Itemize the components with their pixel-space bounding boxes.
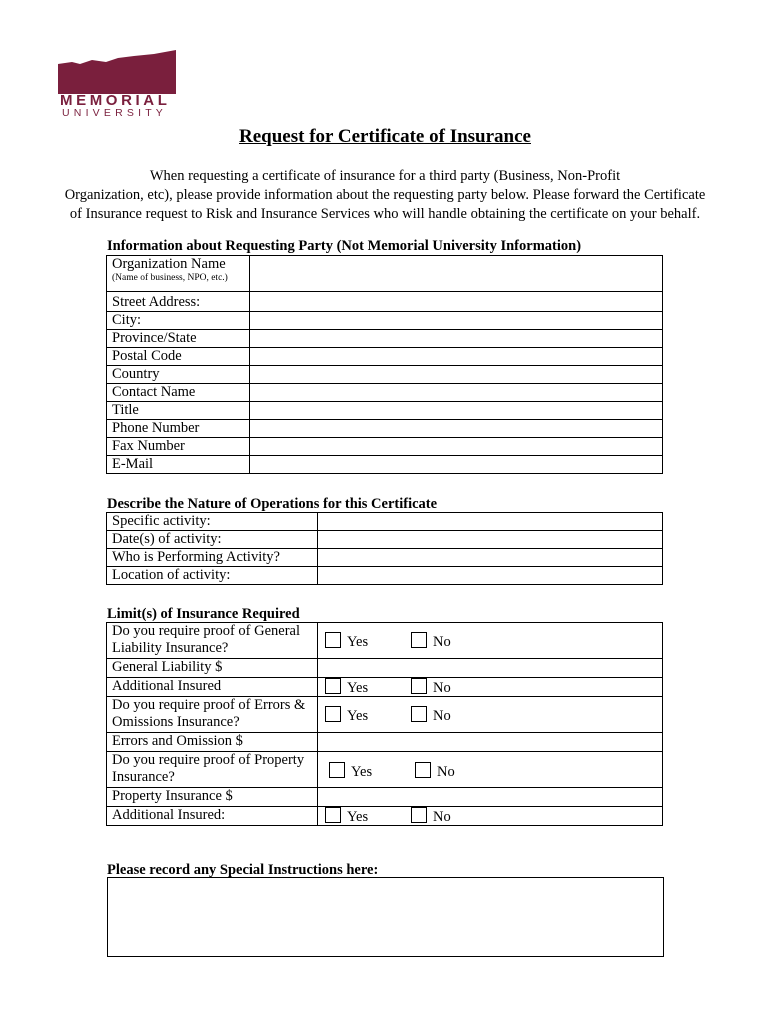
title-field[interactable]: [250, 402, 663, 420]
fax-field[interactable]: [250, 438, 663, 456]
no-label: No: [433, 634, 451, 650]
location-field[interactable]: [318, 567, 663, 585]
no-label: No: [437, 764, 455, 780]
yes-label: Yes: [347, 680, 369, 696]
checkbox-icon[interactable]: [325, 678, 341, 694]
performer-field[interactable]: [318, 549, 663, 567]
province-field[interactable]: [250, 330, 663, 348]
row-label: Phone Number: [107, 420, 250, 438]
org-label-cell: [107, 256, 250, 292]
row-label: Specific activity:: [107, 513, 318, 531]
intro-line: of Insurance request to Risk and Insurance Services who will handle obtaining the certificate on your behalf.: [69, 206, 701, 222]
country-field[interactable]: [250, 366, 663, 384]
row-label: Errors and Omission $: [107, 733, 318, 752]
no-option[interactable]: [415, 762, 455, 781]
row-label: Title: [107, 402, 250, 420]
checkbox-icon[interactable]: [329, 762, 345, 778]
section-heading-requesting-party: Information about Requesting Party (Not Memorial University Information): [107, 238, 582, 254]
checkbox-icon[interactable]: [411, 678, 427, 694]
intro-paragraph: [45, 167, 725, 224]
yes-no-cell: [318, 678, 663, 697]
row-label: City:: [107, 312, 250, 330]
email-field[interactable]: [250, 456, 663, 474]
no-label: No: [433, 708, 451, 724]
yes-option[interactable]: [325, 706, 368, 725]
specific-activity-field[interactable]: [318, 513, 663, 531]
street-address-field[interactable]: [250, 292, 663, 312]
page-title: Request for Certificate of Insurance: [239, 126, 531, 147]
row-label: Street Address:: [107, 292, 250, 312]
logo-word-university: UNIVERSITY: [62, 107, 168, 119]
yes-no-cell: [318, 752, 663, 788]
yes-option[interactable]: [325, 632, 368, 651]
property-amount-field[interactable]: [318, 788, 663, 807]
row-label: Location of activity:: [107, 567, 318, 585]
checkbox-icon[interactable]: [415, 762, 431, 778]
org-note: (Name of business, NPO, etc.): [112, 273, 228, 283]
yes-option[interactable]: [325, 807, 368, 826]
no-label: No: [433, 680, 451, 696]
postal-code-field[interactable]: [250, 348, 663, 366]
yes-no-cell: [318, 807, 663, 826]
row-label: Country: [107, 366, 250, 384]
checkbox-icon[interactable]: [411, 807, 427, 823]
section-heading-limits: Limit(s) of Insurance Required: [107, 606, 300, 622]
city-field[interactable]: [250, 312, 663, 330]
no-option[interactable]: [411, 807, 451, 826]
no-option[interactable]: [411, 632, 451, 651]
section-heading-special-instructions: Please record any Special Instructions here:: [107, 862, 379, 878]
checkbox-icon[interactable]: [411, 632, 427, 648]
row-label: Postal Code: [107, 348, 250, 366]
no-label: No: [433, 809, 451, 825]
yes-label: Yes: [351, 764, 373, 780]
contact-name-field[interactable]: [250, 384, 663, 402]
phone-field[interactable]: [250, 420, 663, 438]
memorial-logo: [58, 50, 180, 122]
yes-label: Yes: [347, 634, 369, 650]
checkbox-icon[interactable]: [325, 807, 341, 823]
requesting-party-table: [106, 255, 663, 474]
dates-field[interactable]: [318, 531, 663, 549]
row-label: Who is Performing Activity?: [107, 549, 318, 567]
special-instructions-field[interactable]: [107, 877, 664, 957]
yes-option[interactable]: [329, 762, 372, 781]
row-label: Property Insurance $: [107, 788, 318, 807]
yes-label: Yes: [347, 809, 369, 825]
checkbox-icon[interactable]: [411, 706, 427, 722]
yes-no-cell: [318, 697, 663, 733]
row-label: General Liability $: [107, 659, 318, 678]
intro-line: When requesting a certificate of insurance for a third party (Business, Non-Profit: [149, 168, 621, 184]
no-option[interactable]: [411, 678, 451, 697]
row-label: Do you require proof of General Liability Insurance?: [107, 623, 318, 659]
errors-omission-amount-field[interactable]: [318, 733, 663, 752]
logo-banner-icon: [58, 50, 180, 94]
section-heading-operations: Describe the Nature of Operations for this Certificate: [107, 496, 438, 512]
row-label: Additional Insured:: [107, 807, 318, 826]
intro-line: Organization, etc), please provide information about the requesting party below. Please forward the Certificate: [64, 187, 706, 203]
yes-option[interactable]: [325, 678, 368, 697]
checkbox-icon[interactable]: [325, 632, 341, 648]
general-liability-amount-field[interactable]: [318, 659, 663, 678]
yes-no-cell: [318, 623, 663, 659]
org-name-field[interactable]: [250, 256, 663, 292]
checkbox-icon[interactable]: [325, 706, 341, 722]
logo-word-memorial: MEMORIAL: [60, 92, 171, 109]
yes-label: Yes: [347, 708, 369, 724]
operations-table: [106, 512, 663, 585]
row-label: Contact Name: [107, 384, 250, 402]
org-label: Organization Name: [112, 256, 226, 272]
row-label: Date(s) of activity:: [107, 531, 318, 549]
limits-table: [106, 622, 663, 826]
row-label: Do you require proof of Property Insurance?: [107, 752, 318, 788]
no-option[interactable]: [411, 706, 451, 725]
row-label: E-Mail: [107, 456, 250, 474]
row-label: Province/State: [107, 330, 250, 348]
row-label: Do you require proof of Errors & Omissions Insurance?: [107, 697, 318, 733]
row-label: Additional Insured: [107, 678, 318, 697]
row-label: Fax Number: [107, 438, 250, 456]
